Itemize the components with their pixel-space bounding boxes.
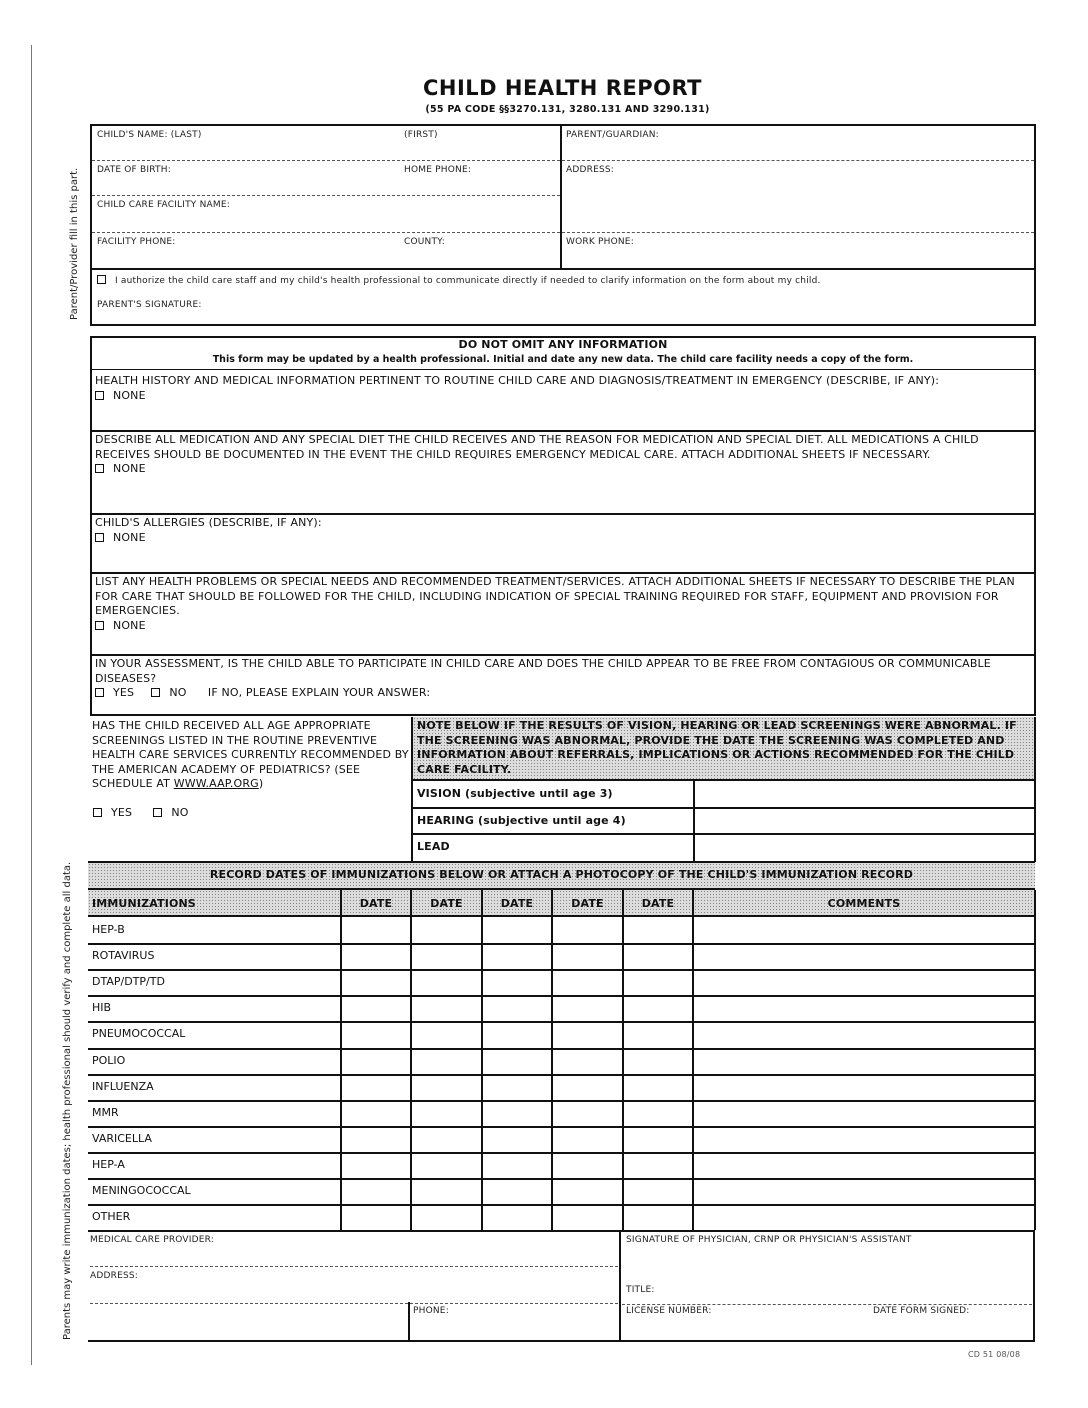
medication-none-checkbox[interactable] bbox=[95, 464, 104, 473]
medication-question-text: DESCRIBE ALL MEDICATION AND ANY SPECIAL DIET THE CHILD RECEIVES AND THE REASON FOR MEDICATION AND SPECIAL DIET. ALL MEDICATIONS A CHILD RECEIVES SHOULD BE DOCUMENTED IN THE EVENT THE CHILD REQUIRES EMERGENCY MEDICAL CARE. ATTACH ADDITIONAL SHEETS IF NECESSARY. bbox=[95, 433, 979, 461]
medical-care-provider-field[interactable]: MEDICAL CARE PROVIDER: bbox=[90, 1235, 215, 1245]
hearing-result-field[interactable] bbox=[696, 810, 1032, 833]
date-cell[interactable] bbox=[624, 997, 691, 1019]
form-id: CD 51 08/08 bbox=[968, 1350, 1021, 1359]
header-comments: COMMENTS bbox=[827, 897, 901, 910]
date-cell[interactable] bbox=[553, 971, 621, 993]
assessment-question bbox=[95, 657, 995, 701]
header-date-3: DATE bbox=[500, 897, 534, 910]
parent-guardian-field[interactable]: PARENT/GUARDIAN: bbox=[566, 130, 659, 140]
scan-edge-mark bbox=[31, 45, 32, 1365]
license-number-field[interactable]: LICENSE NUMBER: bbox=[626, 1306, 712, 1316]
authorize-row bbox=[97, 275, 821, 286]
imm-row-mmr: MMR bbox=[92, 1106, 119, 1119]
history-question-text: HEALTH HISTORY AND MEDICAL INFORMATION PERTINENT TO ROUTINE CHILD CARE AND DIAGNOSIS/TREATMENT IN EMERGENCY (DESCRIBE, IF ANY): bbox=[95, 374, 940, 387]
lead-label: LEAD bbox=[417, 840, 450, 853]
lead-result-field[interactable] bbox=[696, 836, 1032, 859]
medication-none-option[interactable] bbox=[95, 462, 1033, 477]
date-cell[interactable] bbox=[553, 1050, 621, 1072]
banner-title: DO NOT OMIT ANY INFORMATION bbox=[458, 338, 668, 351]
date-cell[interactable] bbox=[342, 1154, 409, 1176]
date-cell[interactable] bbox=[342, 1206, 409, 1228]
date-cell[interactable] bbox=[483, 1023, 550, 1045]
none-label: NONE bbox=[113, 388, 146, 402]
date-cell[interactable] bbox=[342, 1076, 409, 1098]
divider bbox=[411, 833, 1035, 835]
no-label: NO bbox=[169, 686, 187, 699]
date-cell[interactable] bbox=[483, 945, 550, 967]
imm-row-pneumococcal: PNEUMOCOCCAL bbox=[92, 1027, 186, 1040]
allergies-question-text: CHILD'S ALLERGIES (DESCRIBE, IF ANY): bbox=[95, 516, 322, 529]
problems-question bbox=[95, 575, 1030, 633]
address-field[interactable]: ADDRESS: bbox=[566, 165, 615, 175]
aap-link[interactable]: WWW.AAP.ORG bbox=[173, 777, 259, 790]
date-cell[interactable] bbox=[342, 971, 409, 993]
divider bbox=[90, 513, 1036, 515]
comments-cell[interactable] bbox=[694, 1180, 1033, 1202]
imm-row-varicella: VARICELLA bbox=[92, 1132, 152, 1145]
date-cell[interactable] bbox=[624, 971, 691, 993]
no-label: NO bbox=[171, 806, 189, 819]
home-phone-field[interactable]: HOME PHONE: bbox=[404, 165, 472, 175]
date-cell[interactable] bbox=[412, 971, 480, 993]
problems-question-text: LIST ANY HEALTH PROBLEMS OR SPECIAL NEEDS AND RECOMMENDED TREATMENT/SERVICES. ATTACH ADDITIONAL SHEETS IF NECESSARY TO DESCRIBE THE PLAN FOR CARE THAT SHOULD BE FOLLOWED FOR THE CHILD, INCLUDING INDICATION OF SPECIAL TRAINING REQUIRED FOR STAFF, EQUIPMENT AND PROVISION FOR EMERGENCIES. bbox=[95, 575, 1015, 617]
none-label: NONE bbox=[113, 618, 146, 632]
none-label: NONE bbox=[113, 462, 146, 475]
facility-phone-field[interactable]: FACILITY PHONE: bbox=[97, 237, 176, 247]
divider bbox=[92, 195, 560, 196]
history-none-checkbox[interactable] bbox=[95, 391, 104, 400]
none-label: NONE bbox=[113, 530, 146, 544]
divider bbox=[90, 572, 1036, 574]
divider bbox=[408, 1302, 410, 1342]
date-cell[interactable] bbox=[624, 1023, 691, 1045]
date-cell[interactable] bbox=[483, 1102, 550, 1124]
date-cell[interactable] bbox=[553, 945, 621, 967]
date-cell[interactable] bbox=[553, 1128, 621, 1150]
date-cell[interactable] bbox=[483, 1206, 550, 1228]
history-question bbox=[95, 374, 1030, 403]
date-cell[interactable] bbox=[553, 1102, 621, 1124]
divider bbox=[90, 654, 1036, 656]
date-cell[interactable] bbox=[483, 1050, 550, 1072]
parents-signature-field[interactable]: PARENT'S SIGNATURE: bbox=[97, 300, 202, 310]
divider bbox=[90, 1303, 618, 1304]
imm-row-other: OTHER bbox=[92, 1210, 131, 1223]
date-cell[interactable] bbox=[483, 997, 550, 1019]
imm-row-hib: HIB bbox=[92, 1001, 112, 1014]
date-cell[interactable] bbox=[553, 997, 621, 1019]
divider bbox=[90, 1266, 618, 1267]
screenings-question bbox=[92, 719, 410, 792]
provider-address-field[interactable]: ADDRESS: bbox=[90, 1271, 139, 1281]
imm-row-hep-b: HEP-B bbox=[92, 923, 125, 936]
date-cell[interactable] bbox=[412, 1128, 480, 1150]
county-field[interactable]: COUNTY: bbox=[404, 237, 445, 247]
divider bbox=[411, 807, 1035, 809]
date-cell[interactable] bbox=[412, 1102, 480, 1124]
imm-row-rotavirus: ROTAVIRUS bbox=[92, 949, 155, 962]
imm-row-influenza: INFLUENZA bbox=[92, 1080, 154, 1093]
assessment-yes-checkbox[interactable] bbox=[95, 688, 104, 697]
comments-cell[interactable] bbox=[694, 945, 1033, 967]
medication-question bbox=[95, 433, 1033, 477]
screening-note: NOTE BELOW IF THE RESULTS OF VISION, HEARING OR LEAD SCREENINGS WERE ABNORMAL. IF THE SCREENING WAS ABNORMAL, PROVIDE THE DATE THE SCREENING WAS COMPLETED AND INFORMATION ABOUT REFERRALS, IMPLICATIONS OR ACTIONS RECOMMENDED FOR THE CHILD CARE FACILITY. bbox=[417, 719, 1017, 776]
divider bbox=[90, 369, 1036, 370]
page-title: CHILD HEALTH REPORT bbox=[422, 76, 703, 100]
date-cell[interactable] bbox=[624, 945, 691, 967]
date-cell[interactable] bbox=[483, 971, 550, 993]
date-cell[interactable] bbox=[624, 1206, 691, 1228]
date-cell[interactable] bbox=[412, 1154, 480, 1176]
hearing-label: HEARING (subjective until age 4) bbox=[417, 814, 626, 827]
divider bbox=[562, 160, 1034, 161]
comments-cell[interactable] bbox=[694, 1154, 1033, 1176]
date-of-birth-field[interactable]: DATE OF BIRTH: bbox=[97, 165, 171, 175]
date-cell[interactable] bbox=[624, 1180, 691, 1202]
comments-cell[interactable] bbox=[694, 1050, 1033, 1072]
screenings-no-checkbox[interactable] bbox=[153, 808, 162, 817]
comments-cell[interactable] bbox=[694, 971, 1033, 993]
comments-cell[interactable] bbox=[694, 1023, 1033, 1045]
imm-row-polio: POLIO bbox=[92, 1054, 126, 1067]
date-cell[interactable] bbox=[553, 1076, 621, 1098]
childs-name-first-field[interactable]: (FIRST) bbox=[404, 130, 438, 140]
divider bbox=[411, 717, 413, 862]
divider bbox=[693, 781, 695, 862]
yes-label: YES bbox=[111, 806, 133, 819]
authorize-checkbox[interactable] bbox=[97, 275, 106, 284]
header-immunizations: IMMUNIZATIONS bbox=[92, 897, 196, 910]
date-cell[interactable] bbox=[624, 1128, 691, 1150]
date-cell[interactable] bbox=[624, 1102, 691, 1124]
date-form-signed-field[interactable]: DATE FORM SIGNED: bbox=[873, 1306, 970, 1316]
divider bbox=[560, 124, 562, 270]
comments-cell[interactable] bbox=[694, 1102, 1033, 1124]
date-cell[interactable] bbox=[483, 1180, 550, 1202]
divider bbox=[562, 232, 1034, 233]
work-phone-field[interactable]: WORK PHONE: bbox=[566, 237, 634, 247]
date-cell[interactable] bbox=[483, 1128, 550, 1150]
assessment-question-text: IN YOUR ASSESSMENT, IS THE CHILD ABLE TO PARTICIPATE IN CHILD CARE AND DOES THE CHILD APPEAR TO BE FREE FROM CONTAGIOUS OR COMMUNICABLE DISEASES? bbox=[95, 657, 991, 685]
date-cell[interactable] bbox=[553, 1023, 621, 1045]
date-cell[interactable] bbox=[483, 1076, 550, 1098]
date-cell[interactable] bbox=[342, 1128, 409, 1150]
header-date-5: DATE bbox=[641, 897, 675, 910]
divider bbox=[92, 160, 560, 161]
side-note-immunization: Parents may write immunization dates; health professional should verify and complete all data. bbox=[62, 861, 73, 1340]
date-cell[interactable] bbox=[412, 919, 480, 941]
screenings-question-text: HAS THE CHILD RECEIVED ALL AGE APPROPRIATE SCREENINGS LISTED IN THE ROUTINE PREVENTIVE HEALTH CARE SERVICES CURRENTLY RECOMMENDED BY THE AMERICAN ACADEMY OF PEDIATRICS? (SEE SCHEDULE AT bbox=[92, 719, 409, 790]
date-cell[interactable] bbox=[553, 1154, 621, 1176]
imm-row-hep-a: HEP-A bbox=[92, 1158, 125, 1171]
divider bbox=[622, 1304, 1032, 1305]
divider bbox=[1034, 717, 1036, 862]
date-cell[interactable] bbox=[342, 1050, 409, 1072]
problems-none-option[interactable] bbox=[95, 619, 1030, 634]
provider-section bbox=[88, 1230, 1035, 1342]
header-date-1: DATE bbox=[359, 897, 393, 910]
date-cell[interactable] bbox=[412, 1076, 480, 1098]
date-cell[interactable] bbox=[412, 1180, 480, 1202]
explain-label: IF NO, PLEASE EXPLAIN YOUR ANSWER: bbox=[207, 686, 431, 699]
date-cell[interactable] bbox=[483, 1154, 550, 1176]
date-cell[interactable] bbox=[553, 919, 621, 941]
divider bbox=[92, 232, 560, 233]
header-date-2: DATE bbox=[430, 897, 463, 910]
date-cell[interactable] bbox=[342, 1023, 409, 1045]
date-cell[interactable] bbox=[342, 1180, 409, 1202]
divider bbox=[619, 1230, 621, 1342]
childs-name-last-field[interactable]: CHILD'S NAME: (LAST) bbox=[97, 130, 202, 140]
allergies-none-option[interactable] bbox=[95, 531, 1030, 546]
date-cell[interactable] bbox=[412, 1206, 480, 1228]
page-subtitle: (55 PA CODE §§3270.131, 3280.131 AND 3290.131) bbox=[425, 104, 710, 115]
date-cell[interactable] bbox=[624, 1154, 691, 1176]
date-cell[interactable] bbox=[624, 1076, 691, 1098]
date-cell[interactable] bbox=[624, 919, 691, 941]
divider bbox=[90, 268, 1036, 270]
paren-close: ) bbox=[258, 777, 264, 790]
history-none-option[interactable] bbox=[95, 389, 1030, 404]
screenings-yes-checkbox[interactable] bbox=[93, 808, 102, 817]
side-note-parent: Parent/Provider fill in this part. bbox=[69, 167, 80, 320]
date-cell[interactable] bbox=[412, 997, 480, 1019]
comments-cell[interactable] bbox=[694, 1128, 1033, 1150]
comments-cell[interactable] bbox=[694, 919, 1033, 941]
vision-label: VISION (subjective until age 3) bbox=[417, 787, 613, 800]
assessment-no-checkbox[interactable] bbox=[151, 688, 160, 697]
physician-signature-field[interactable]: SIGNATURE OF PHYSICIAN, CRNP OR PHYSICIAN'S ASSISTANT bbox=[626, 1235, 912, 1245]
date-cell[interactable] bbox=[412, 1023, 480, 1045]
header-date-4: DATE bbox=[571, 897, 604, 910]
banner-subtitle: This form may be updated by a health professional. Initial and date any new data. The child care facility needs a copy of the form. bbox=[212, 354, 914, 365]
vision-result-field[interactable] bbox=[696, 783, 1032, 806]
assessment-options bbox=[95, 686, 995, 701]
authorize-text: I authorize the child care staff and my child's health professional to communicate directly if needed to clarify information on the form about my child. bbox=[115, 276, 821, 286]
date-cell[interactable] bbox=[412, 945, 480, 967]
date-cell[interactable] bbox=[553, 1180, 621, 1202]
allergies-question bbox=[95, 516, 1030, 545]
immunization-banner-text: RECORD DATES OF IMMUNIZATIONS BELOW OR ATTACH A PHOTOCOPY OF THE CHILD'S IMMUNIZATION RECORD bbox=[209, 868, 914, 881]
parent-section bbox=[90, 124, 1036, 326]
divider bbox=[90, 430, 1036, 432]
yes-label: YES bbox=[113, 686, 135, 699]
date-cell[interactable] bbox=[342, 1102, 409, 1124]
provider-phone-field[interactable]: PHONE: bbox=[413, 1306, 449, 1316]
imm-row-dtap: DTAP/DTP/TD bbox=[92, 975, 165, 988]
imm-row-meningococcal: MENINGOCOCCAL bbox=[92, 1184, 191, 1197]
comments-cell[interactable] bbox=[694, 997, 1033, 1019]
date-cell[interactable] bbox=[342, 997, 409, 1019]
comments-cell[interactable] bbox=[694, 1206, 1033, 1228]
date-cell[interactable] bbox=[553, 1206, 621, 1228]
child-care-facility-name-field[interactable]: CHILD CARE FACILITY NAME: bbox=[97, 200, 230, 210]
comments-cell[interactable] bbox=[694, 1076, 1033, 1098]
date-cell[interactable] bbox=[342, 919, 409, 941]
date-cell[interactable] bbox=[412, 1050, 480, 1072]
title-field[interactable]: TITLE: bbox=[626, 1285, 655, 1295]
date-cell[interactable] bbox=[342, 945, 409, 967]
date-cell[interactable] bbox=[624, 1050, 691, 1072]
screenings-options bbox=[93, 806, 189, 821]
allergies-none-checkbox[interactable] bbox=[95, 533, 104, 542]
date-cell[interactable] bbox=[483, 919, 550, 941]
problems-none-checkbox[interactable] bbox=[95, 621, 104, 630]
